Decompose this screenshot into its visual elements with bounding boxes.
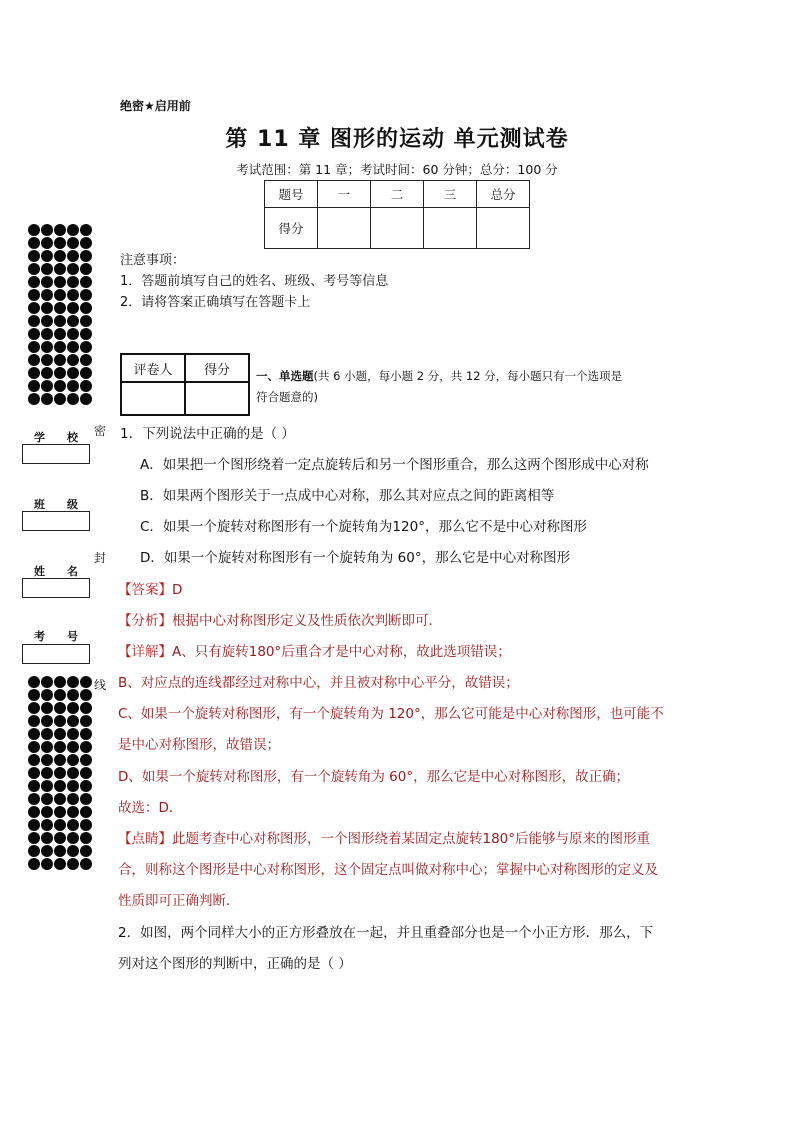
binding-dot (41, 276, 53, 288)
binding-dot (28, 315, 40, 327)
q1-detail-3a: C、如果一个旋转对称图形，有一个旋转角为 120°，那么它可能是中心对称图形，也可能不 (118, 706, 664, 722)
answer-tag: 【答案】 (118, 582, 172, 598)
binding-dot (80, 315, 92, 327)
binding-dot (54, 754, 66, 766)
binding-dot (41, 728, 53, 740)
score-header-cell: 三 (424, 181, 477, 208)
section-desc: (共 6 小题，每小题 2 分，共 12 分，每小题只有一个选项是 (313, 369, 623, 383)
q1-analysis (118, 611, 442, 631)
analysis-text: 根据中心对称图形定义及性质依次判断即可． (172, 613, 442, 629)
binding-dot (80, 780, 92, 792)
q1-option-b: B．如果两个图形关于一点成中心对称，那么其对应点之间的距离相等 (140, 488, 555, 504)
binding-dot (54, 237, 66, 249)
school-label-char: 学 (34, 431, 45, 444)
number-label (22, 628, 90, 644)
binding-dot (54, 250, 66, 262)
binding-dot (54, 715, 66, 727)
binding-dot (80, 276, 92, 288)
binding-dot (28, 819, 40, 831)
binding-dot (28, 250, 40, 262)
binding-dot (67, 237, 79, 249)
binding-dot (67, 728, 79, 740)
binding-dot (41, 263, 53, 275)
binding-dot (80, 845, 92, 857)
school-label (22, 429, 90, 445)
binding-dot (28, 806, 40, 818)
binding-dot (54, 224, 66, 236)
binding-dot (67, 276, 79, 288)
binding-dot (80, 702, 92, 714)
binding-dot (41, 328, 53, 340)
binding-dot (54, 806, 66, 818)
binding-dot (54, 793, 66, 805)
binding-dot (41, 676, 53, 688)
binding-dots-bottom (28, 676, 92, 870)
binding-dot (80, 341, 92, 353)
score-blank-cell[interactable] (477, 208, 530, 249)
binding-dot (80, 289, 92, 301)
detail-tag: 【详解】 (118, 644, 172, 660)
q1-comment-b: 合，则称这个图形是中心对称图形，这个固定点叫做对称中心；掌握中心对称图形的定义及 (118, 862, 658, 878)
binding-dot (28, 237, 40, 249)
binding-dot (54, 367, 66, 379)
q1-option-d: D．如果一个旋转对称图形有一个旋转角为 60°，那么它是中心对称图形 (140, 550, 571, 566)
binding-dot (41, 380, 53, 392)
binding-dot (28, 767, 40, 779)
score-table (264, 180, 530, 249)
binding-dot (80, 263, 92, 275)
binding-dot (28, 302, 40, 314)
binding-dot (41, 315, 53, 327)
binding-dot (28, 393, 40, 405)
binding-dot (80, 715, 92, 727)
binding-dot (54, 276, 66, 288)
binding-dot (54, 354, 66, 366)
binding-dot (54, 819, 66, 831)
binding-dot (67, 806, 79, 818)
binding-dot (28, 754, 40, 766)
binding-dot (41, 689, 53, 701)
binding-dot (80, 224, 92, 236)
binding-dot (67, 780, 79, 792)
binding-dot (28, 276, 40, 288)
binding-dot (80, 676, 92, 688)
q1-answer (118, 580, 182, 600)
section-title: 一、单选题 (256, 369, 314, 383)
binding-dot (67, 793, 79, 805)
binding-dot (80, 728, 92, 740)
binding-dot (41, 289, 53, 301)
binding-dot (28, 341, 40, 353)
binding-dot (80, 806, 92, 818)
q1-stem: 1．下列说法中正确的是（ ） (120, 426, 295, 442)
binding-dot (80, 741, 92, 753)
grader-blank[interactable] (185, 382, 249, 415)
binding-dot (28, 380, 40, 392)
binding-dot (67, 302, 79, 314)
binding-dot (54, 689, 66, 701)
answer-value: D (172, 582, 183, 598)
binding-dot (41, 715, 53, 727)
binding-dot (67, 328, 79, 340)
binding-dot (80, 380, 92, 392)
binding-dot (54, 380, 66, 392)
binding-dot (41, 354, 53, 366)
binding-dot (41, 858, 53, 870)
name-label-char: 名 (67, 565, 78, 578)
binding-dots-top (28, 224, 92, 405)
q1-comment-a (118, 829, 650, 849)
name-label-char: 姓 (34, 565, 45, 578)
binding-mark-mi: 密 (94, 424, 107, 438)
binding-dot (67, 858, 79, 870)
q1-comment-c: 性质即可正确判断． (118, 893, 240, 909)
binding-dot (41, 780, 53, 792)
binding-dot (67, 315, 79, 327)
binding-dot (54, 741, 66, 753)
binding-dot (28, 832, 40, 844)
binding-dot (28, 715, 40, 727)
binding-dot (67, 845, 79, 857)
binding-dot (54, 341, 66, 353)
grader-blank[interactable] (121, 382, 185, 415)
q1-option-c: C．如果一个旋转对称图形有一个旋转角为120°，那么它不是中心对称图形 (140, 519, 587, 535)
binding-dot (54, 315, 66, 327)
binding-dot (28, 702, 40, 714)
binding-dot (54, 328, 66, 340)
binding-dot (54, 263, 66, 275)
confidential-mark: 绝密★启用前 (120, 99, 191, 113)
q1-detail-5: 故选：D． (118, 800, 183, 816)
number-label-char: 号 (67, 630, 78, 643)
binding-dot (28, 263, 40, 275)
binding-dot (80, 754, 92, 766)
binding-dot (67, 380, 79, 392)
binding-mark-feng: 封 (94, 551, 107, 565)
binding-dot (41, 741, 53, 753)
binding-dot (54, 702, 66, 714)
binding-dot (54, 767, 66, 779)
binding-dot (41, 845, 53, 857)
binding-dot (28, 676, 40, 688)
binding-dot (28, 689, 40, 701)
school-label-char: 校 (67, 431, 78, 444)
class-label (22, 496, 90, 512)
class-field[interactable] (22, 511, 90, 531)
binding-dot (54, 728, 66, 740)
number-field[interactable] (22, 644, 90, 664)
binding-dot (80, 858, 92, 870)
binding-dot (67, 263, 79, 275)
binding-dot (80, 819, 92, 831)
binding-dot (28, 793, 40, 805)
binding-dot (80, 237, 92, 249)
binding-dot (67, 393, 79, 405)
name-label (22, 563, 90, 579)
notes-heading: 注意事项： (120, 253, 186, 268)
binding-dot (67, 224, 79, 236)
binding-dot (67, 354, 79, 366)
binding-dot (80, 793, 92, 805)
score-row-label: 得分 (265, 208, 318, 249)
q1-option-a: A．如果把一个图形绕着一定点旋转后和另一个图形重合，那么这两个图形成中心对称 (140, 457, 649, 473)
binding-dot (80, 302, 92, 314)
q1-detail-2: B、对应点的连线都经过对称中心，并且被对称中心平分，故错误； (118, 675, 519, 691)
notes (120, 250, 388, 313)
grader-table (120, 353, 250, 416)
binding-dot (28, 728, 40, 740)
binding-dot (28, 845, 40, 857)
binding-dot (41, 367, 53, 379)
binding-dot (54, 780, 66, 792)
exam-meta: 考试范围：第 11 章；考试时间：60 分钟；总分：100 分 (236, 162, 558, 177)
q1-detail-1 (118, 642, 511, 662)
binding-dot (67, 767, 79, 779)
binding-dot (80, 250, 92, 262)
binding-dot (67, 250, 79, 262)
binding-dot (54, 393, 66, 405)
grader-header: 评卷人 (121, 354, 185, 382)
grader-header: 得分 (185, 354, 249, 382)
q1-detail-4: D、如果一个旋转对称图形，有一个旋转角为 60°，那么它是中心对称图形，故正确； (118, 769, 630, 785)
detail-text: A、只有旋转180°后重合才是中心对称，故此选项错误； (172, 644, 511, 660)
binding-dot (80, 367, 92, 379)
binding-dot (41, 237, 53, 249)
binding-dot (67, 741, 79, 753)
class-label-char: 级 (67, 498, 78, 511)
binding-dot (80, 354, 92, 366)
binding-dot (67, 676, 79, 688)
comment-text: 此题考查中心对称图形，一个图形绕着某固定点旋转180°后能够与原来的图形重 (172, 831, 651, 847)
q1-detail-3b: 是中心对称图形，故错误； (118, 737, 280, 753)
binding-dot (28, 858, 40, 870)
binding-dot (67, 289, 79, 301)
binding-dot (67, 832, 79, 844)
q2-stem-a: 2．如图，两个同样大小的正方形叠放在一起，并且重叠部分也是一个小正方形．那么，下 (118, 925, 654, 941)
binding-dot (41, 302, 53, 314)
score-blank-cell[interactable] (318, 208, 371, 249)
binding-dot (28, 328, 40, 340)
exam-title: 第 11 章 图形的运动 单元测试卷 (225, 127, 569, 152)
binding-dot (28, 780, 40, 792)
binding-dot (41, 767, 53, 779)
binding-dot (54, 845, 66, 857)
binding-dot (67, 689, 79, 701)
analysis-tag: 【分析】 (118, 613, 172, 629)
school-field[interactable] (22, 444, 90, 464)
binding-dot (54, 302, 66, 314)
binding-dot (28, 224, 40, 236)
binding-dot (41, 819, 53, 831)
score-header-cell: 题号 (265, 181, 318, 208)
binding-dot (67, 715, 79, 727)
binding-dot (41, 702, 53, 714)
binding-dot (41, 806, 53, 818)
binding-dot (80, 328, 92, 340)
class-label-char: 班 (34, 498, 45, 511)
binding-mark-xian: 线 (94, 678, 107, 692)
binding-dot (41, 793, 53, 805)
binding-dot (28, 367, 40, 379)
section-desc-2: 符合题意的) (256, 390, 318, 404)
binding-dot (67, 754, 79, 766)
name-field[interactable] (22, 578, 90, 598)
score-blank-cell[interactable] (424, 208, 477, 249)
binding-dot (54, 289, 66, 301)
binding-dot (54, 858, 66, 870)
score-header-cell: 二 (371, 181, 424, 208)
notes-item: 1．答题前填写自己的姓名、班级、考号等信息 (120, 274, 389, 289)
binding-dot (41, 832, 53, 844)
binding-dot (80, 832, 92, 844)
binding-dot (67, 341, 79, 353)
binding-dot (67, 367, 79, 379)
binding-dot (67, 819, 79, 831)
notes-item: 2．请将答案正确填写在答题卡上 (120, 295, 311, 310)
binding-dot (54, 676, 66, 688)
binding-dot (41, 250, 53, 262)
binding-dot (80, 393, 92, 405)
binding-dot (28, 354, 40, 366)
comment-tag: 【点睛】 (118, 831, 172, 847)
score-header-cell: 总分 (477, 181, 530, 208)
section-heading (256, 366, 686, 408)
number-label-char: 考 (34, 630, 45, 643)
score-header-cell: 一 (318, 181, 371, 208)
binding-dot (41, 341, 53, 353)
q2-stem-b: 列对这个图形的判断中，正确的是（ ） (118, 956, 352, 972)
binding-dot (67, 702, 79, 714)
binding-dot (41, 224, 53, 236)
binding-dot (28, 289, 40, 301)
binding-dot (80, 689, 92, 701)
binding-dot (54, 832, 66, 844)
binding-dot (41, 393, 53, 405)
binding-dot (80, 767, 92, 779)
binding-dot (41, 754, 53, 766)
score-blank-cell[interactable] (371, 208, 424, 249)
binding-dot (28, 741, 40, 753)
